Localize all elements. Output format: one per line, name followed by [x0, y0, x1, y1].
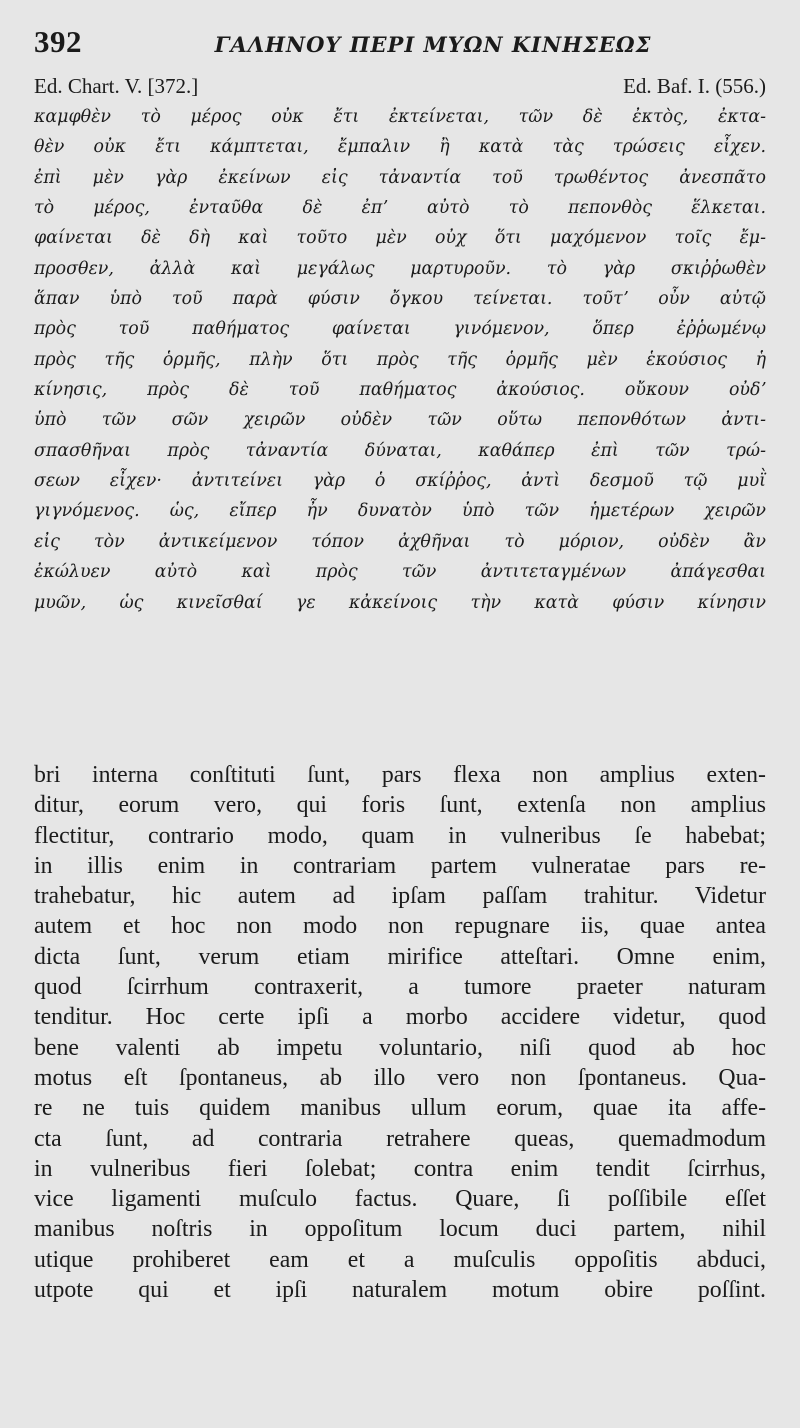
latin-line: manibus noſtris in oppoſitum locum duci partem, nihil [34, 1216, 766, 1243]
latin-line: cta ſunt, ad contraria retrahere queas, quemadmodum [34, 1125, 766, 1152]
page-header [34, 24, 766, 72]
greek-line: πρὸς τοῦ παθήματος φαίνεται γινόμενον, ὅπερ ἐῤῥωμένῳ [34, 319, 766, 340]
edition-reference-right: Ed. Baf. I. (556.) [623, 74, 766, 98]
greek-line: ὑπὸ τῶν σῶν χειρῶν οὐδὲν τῶν οὕτω πεπονθότων ἀντι- [34, 410, 766, 431]
latin-line: in vulneribus fieri ſolebat; contra enim tendit ſcirrhus, [34, 1155, 766, 1182]
latin-line: bene valenti ab impetu voluntario, niſi quod ab hoc [34, 1034, 766, 1061]
latin-line: dicta ſunt, verum etiam mirifice atteſtari. Omne enim, [34, 943, 766, 970]
latin-text-block [34, 760, 766, 1305]
greek-line: κίνησις, πρὸς δὲ τοῦ παθήματος ἀκούσιος. οὔκουν οὐδʼ [34, 380, 766, 401]
greek-line: καμφθὲν τὸ μέρος οὐκ ἔτι ἐκτείνεται, τῶν δὲ ἐκτὸς, ἐκτα- [34, 107, 766, 127]
edition-reference-left: Ed. Chart. V. [372.] [34, 74, 199, 98]
latin-line: flectitur, contrario modo, quam in vulneribus ſe habebat; [34, 822, 766, 849]
greek-text-block [34, 102, 766, 618]
greek-line: πρὸς τῆς ὁρμῆς, πλὴν ὅτι πρὸς τῆς ὁρμῆς μὲν ἑκούσιος ἡ [34, 349, 766, 370]
latin-line: autem et hoc non modo non repugnare iis, quae antea [34, 913, 766, 940]
latin-line: quod ſcirrhum contraxerit, a tumore praeter naturam [34, 974, 766, 1001]
greek-line: φαίνεται δὲ δὴ καὶ τοῦτο μὲν οὐχ ὅτι μαχόμενον τοῖς ἔμ- [34, 228, 766, 249]
latin-line: trahebatur, hic autem ad ipſam paſſam trahitur. Videtur [34, 883, 766, 910]
greek-line: ἐπὶ μὲν γὰρ ἐκείνων εἰς τἀναντία τοῦ τρωθέντος ἀνεσπᾶτο [34, 167, 766, 188]
latin-line: utpote qui et ipſi naturalem motum obire poſſint. [34, 1277, 766, 1304]
greek-line: τὸ μέρος, ἐνταῦθα δὲ ἐπʼ αὐτὸ τὸ πεπονθὸς ἕλκεται. [34, 198, 766, 219]
page-number: 392 [34, 24, 82, 59]
latin-line: motus eſt ſpontaneus, ab illo vero non ſpontaneus. Qua- [34, 1064, 766, 1091]
latin-line: bri interna conſtituti ſunt, pars flexa non amplius exten- [34, 762, 766, 788]
latin-line: re ne tuis quidem manibus ullum eorum, quae ita affe- [34, 1095, 766, 1122]
greek-line: εἰς τὸν ἀντικείμενον τόπον ἀχθῆναι τὸ μόριον, οὐδὲν ἂν [34, 531, 766, 552]
greek-line: μυῶν, ὡς κινεῖσθαί γε κἀκείνοις τὴν κατὰ φύσιν κίνησιν [34, 592, 766, 613]
greek-line: ἐκώλυεν αὐτὸ καὶ πρὸς τῶν ἀντιτεταγμένων ἀπάγεσθαι [34, 562, 766, 583]
running-title: ΓΑΛΗΝΟΥ ΠΕΡΙ ΜΥΩΝ ΚΙΝΗΣΕΩΣ [214, 32, 652, 57]
latin-line: utique prohiberet eam et a muſculis oppoſitis abduci, [34, 1246, 766, 1273]
latin-line: in illis enim in contrariam partem vulneratae pars re- [34, 852, 766, 879]
greek-line: προσθεν, ἀλλὰ καὶ μεγάλως μαρτυροῦν. τὸ γὰρ σκιῤῥωθὲν [34, 258, 766, 279]
greek-line: ἅπαν ὑπὸ τοῦ παρὰ φύσιν ὄγκου τείνεται. τοῦτʼ οὖν αὐτῷ [34, 289, 766, 310]
greek-line: σπασθῆναι πρὸς τἀναντία δύναται, καθάπερ ἐπὶ τῶν τρώ- [34, 440, 766, 461]
greek-line: σεων εἶχεν· ἀντιτείνει γὰρ ὁ σκίῤῥος, ἀντὶ δεσμοῦ τῷ μυῒ [34, 471, 766, 492]
latin-line: vice ligamenti muſculo factus. Quare, ſi poſſibile eſſet [34, 1186, 766, 1213]
latin-line: tenditur. Hoc certe ipſi a morbo accidere videtur, quod [34, 1004, 766, 1031]
greek-line: γιγνόμενος. ὡς, εἴπερ ἦν δυνατὸν ὑπὸ τῶν ἡμετέρων χειρῶν [34, 501, 766, 522]
latin-line: ditur, eorum vero, qui foris ſunt, extenſa non amplius [34, 792, 766, 819]
edition-reference-line [34, 72, 766, 100]
greek-line: θὲν οὐκ ἔτι κάμπτεται, ἔμπαλιν ἢ κατὰ τὰς τρώσεις εἶχεν. [34, 137, 766, 158]
